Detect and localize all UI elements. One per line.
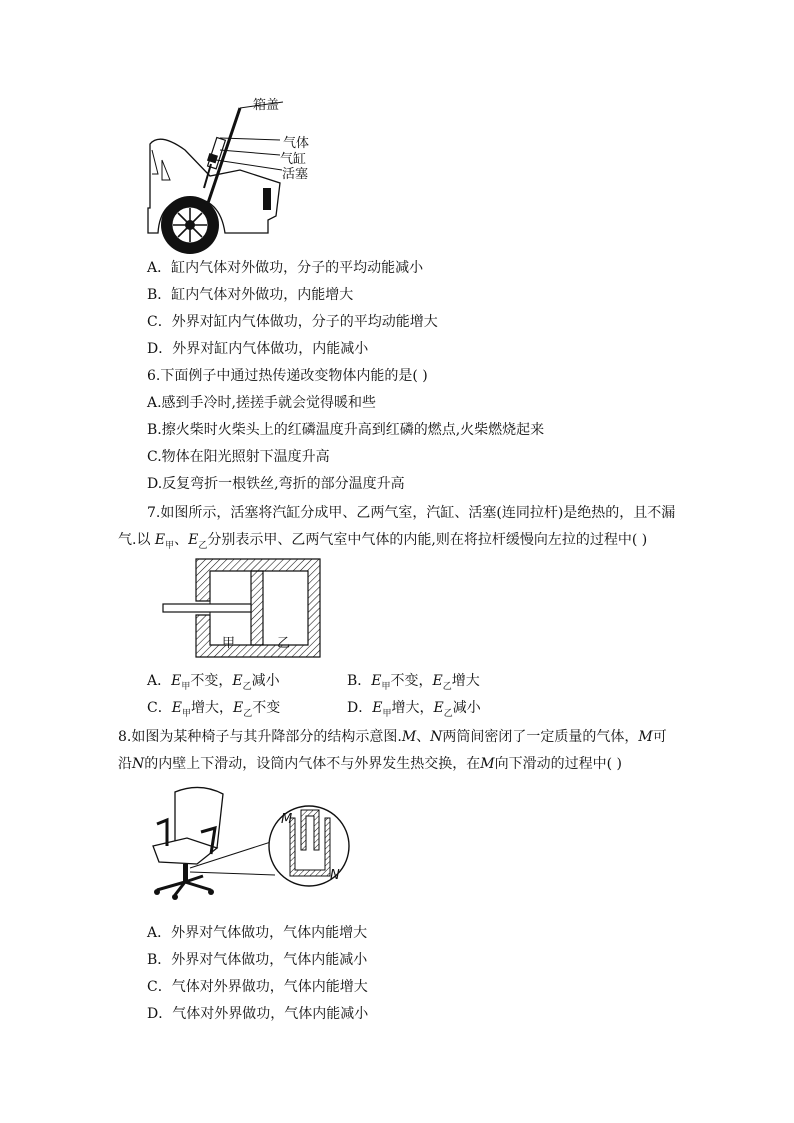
q5-option-a[interactable]: A．缸内气体对外做功，分子的平均动能减小 <box>147 260 424 276</box>
cylinder-piston-figure <box>155 553 325 663</box>
q8-option-b[interactable]: B．外界对气体做功，气体内能减小 <box>147 952 368 968</box>
label-n: N <box>330 868 340 883</box>
q5-option-c[interactable]: C．外界对缸内气体做功，分子的平均动能增大 <box>147 314 438 330</box>
q7-stem-prefix: 气.以 <box>118 532 151 548</box>
q8-stem-line2: 沿N的内壁上下滑动，设筒内气体不与外界发生热交换，在M向下滑动的过程中( ) <box>118 756 622 772</box>
q7-stem-line2: 气.以 $E_甲$、$E_乙$分别表示甲、乙两气室中气体的内能,则在将拉杆缓慢向左拉的过程中( ) <box>118 532 648 551</box>
q6-option-a[interactable]: A.感到手冷时,搓搓手就会觉得暖和些 <box>147 395 377 411</box>
e-symbol: E <box>154 532 166 548</box>
q8-option-a[interactable]: A．外界对气体做功，气体内能增大 <box>147 925 368 941</box>
q7-stem-line1: 7.如图所示，活塞将汽缸分成甲、乙两气室，汽缸、活塞(连同拉杆)是绝热的，且不漏 <box>147 505 676 521</box>
chair-figure <box>145 780 365 905</box>
q7-option-b[interactable]: B．$E_甲$不变，$E_乙$增大 <box>347 673 480 692</box>
q7-option-d[interactable]: D．$E_甲$增大，$E_乙$减小 <box>347 700 481 719</box>
label-piston: 活塞 <box>282 167 309 182</box>
subscript-jia: 甲 <box>165 540 175 551</box>
q8-option-d[interactable]: D．气体对外界做功，气体内能减小 <box>147 1006 369 1022</box>
label-hood: 箱盖 <box>253 98 280 113</box>
q7-option-a[interactable]: A．$E_甲$不变，$E_乙$减小 <box>147 673 280 692</box>
q7-option-c[interactable]: C．$E_甲$增大，$E_乙$不变 <box>147 700 281 719</box>
label-cylinder: 气缸 <box>280 152 307 167</box>
q7-stem-suffix: 分别表示甲、乙两气室中气体的内能,则在将拉杆缓慢向左拉的过程中( ) <box>207 532 648 548</box>
label-m: M <box>281 812 293 827</box>
q6-stem: 6.下面例子中通过热传递改变物体内能的是( ) <box>147 368 428 384</box>
e-symbol: E <box>188 532 199 548</box>
q6-option-d[interactable]: D.反复弯折一根铁丝,弯折的部分温度升高 <box>147 476 405 492</box>
subscript-yi: 乙 <box>198 540 208 551</box>
q5-option-b[interactable]: B．缸内气体对外做功，内能增大 <box>147 287 354 303</box>
label-jia: 甲 <box>222 636 236 651</box>
label-yi: 乙 <box>277 636 291 651</box>
q6-option-c[interactable]: C.物体在阳光照射下温度升高 <box>147 449 330 465</box>
q8-stem-line1: 8.如图为某种椅子与其升降部分的结构示意图.M、N两筒间密闭了一定质量的气体，M可 <box>118 729 667 745</box>
q6-option-b[interactable]: B.擦火柴时火柴头上的红磷温度升高到红磷的燃点,火柴燃烧起来 <box>147 422 545 438</box>
q5-option-d[interactable]: D．外界对缸内气体做功，内能减小 <box>147 341 369 357</box>
label-gas: 气体 <box>283 136 310 151</box>
q8-option-c[interactable]: C．气体对外界做功，气体内能增大 <box>147 979 368 995</box>
